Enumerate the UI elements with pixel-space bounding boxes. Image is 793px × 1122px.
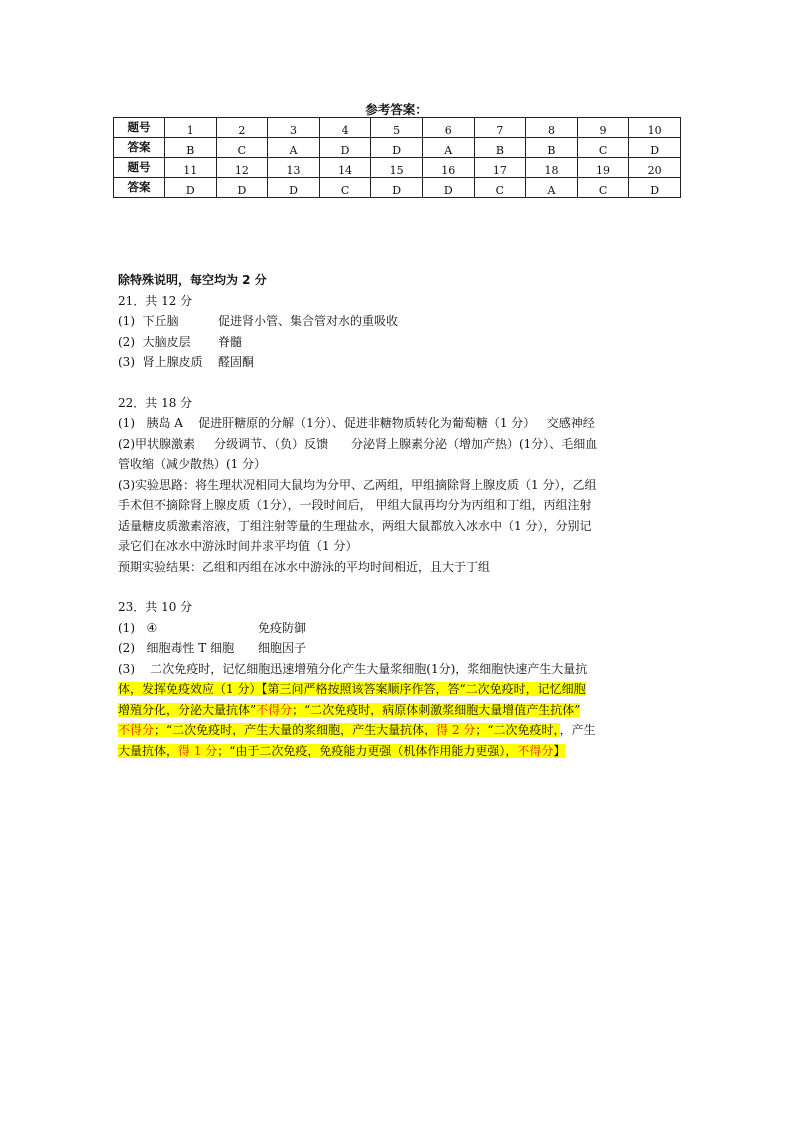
table-cell: D bbox=[371, 138, 423, 158]
table-cell: 15 bbox=[371, 158, 423, 178]
q23-heading: 23．共 10 分 bbox=[118, 600, 193, 614]
q22-line-4: (3)实验思路：将生理状况相同大鼠均为分甲、乙两组，甲组摘除肾上腺皮质（1 分），乙组 bbox=[118, 477, 597, 492]
q21-heading: 21．共 12 分 bbox=[118, 293, 193, 308]
red-score-text: 不得分 bbox=[517, 743, 554, 758]
table-cell: 14 bbox=[319, 158, 371, 178]
q22-line-8: 预期实验结果：乙组和丙组在冰水中游泳的平均时间相近，且大于丁组 bbox=[118, 559, 491, 574]
table-cell: 18 bbox=[526, 158, 578, 178]
q21-line-1 bbox=[118, 311, 688, 332]
highlighted-text: ；“二次免疫时，病原体刺激浆细胞大量增值产生抗体” bbox=[292, 702, 581, 717]
table-cell: 20 bbox=[629, 158, 681, 178]
row-label: 答案 bbox=[114, 178, 165, 198]
highlighted-text: ；“二次免疫时，产生大量的浆细胞，产生大量抗体， bbox=[154, 723, 437, 737]
answer-blank: 促进肾小管、集合管对水的重吸收 bbox=[218, 314, 399, 328]
red-score-text: 不得分 bbox=[118, 723, 155, 737]
q23-line-7 bbox=[118, 741, 688, 762]
table-cell: B bbox=[165, 138, 217, 158]
table-cell: 12 bbox=[216, 158, 268, 178]
q22-line-7: 录它们在冰水中游泳时间并求平均值（1 分） bbox=[118, 539, 358, 553]
row-label: 答案 bbox=[114, 138, 165, 158]
red-score-text: 得 1 分 bbox=[178, 743, 218, 758]
table-cell: A bbox=[526, 178, 578, 198]
table-cell: D bbox=[268, 178, 320, 198]
highlighted-text: 体，发挥免疫效应（1 分） bbox=[118, 682, 262, 696]
q23-line-2 bbox=[118, 638, 688, 659]
table-cell: D bbox=[216, 178, 268, 198]
q23-line-3: (3) 二次免疫时，记忆细胞迅速增殖分化产生大量浆细胞(1分)，浆细胞快速产生大量抗 bbox=[118, 661, 588, 676]
table-cell: 7 bbox=[474, 118, 526, 138]
table-cell: 8 bbox=[526, 118, 578, 138]
table-cell: C bbox=[577, 178, 629, 198]
highlighted-text: ；“二次免疫时， bbox=[475, 723, 560, 737]
table-cell: A bbox=[422, 138, 474, 158]
answer-blank: (1) 下丘脑 bbox=[118, 314, 179, 328]
highlighted-text: 【第三问严格按照该答案顺序作答，答“二次免疫时，记忆细胞 bbox=[261, 682, 586, 696]
q22-line-5: 手术但不摘除肾上腺皮质（1分），一段时间后， 甲组大鼠再均分为丙组和丁组，丙组注射 bbox=[118, 498, 592, 512]
answer-blank: (3) 肾上腺皮质 bbox=[118, 355, 203, 369]
highlighted-text: 】 bbox=[553, 743, 566, 758]
answer-blank: (1) ④ bbox=[118, 620, 158, 635]
highlighted-text: ；“由于二次免疫，免疫能力更强（机体作用能力更强）， bbox=[217, 743, 518, 758]
table-cell: D bbox=[629, 178, 681, 198]
red-score-text: 得 2 分 bbox=[436, 723, 476, 737]
answer-title: 参考答案： bbox=[365, 102, 428, 117]
table-cell: 9 bbox=[577, 118, 629, 138]
table-cell: C bbox=[216, 138, 268, 158]
q21-line-2 bbox=[118, 332, 688, 353]
q21-line-3 bbox=[118, 352, 688, 373]
answer-blank: 免疫防御 bbox=[258, 620, 307, 635]
table-cell: C bbox=[577, 138, 629, 158]
table-cell: 1 bbox=[165, 118, 217, 138]
table-row bbox=[114, 158, 681, 178]
table-cell: D bbox=[319, 138, 371, 158]
table-cell: 4 bbox=[319, 118, 371, 138]
q23-line-6 bbox=[118, 720, 688, 741]
q23-line-4 bbox=[118, 679, 688, 700]
q23-line-1 bbox=[118, 618, 688, 639]
table-cell: 19 bbox=[577, 158, 629, 178]
table-cell: 13 bbox=[268, 158, 320, 178]
table-cell: 2 bbox=[216, 118, 268, 138]
table-cell: B bbox=[526, 138, 578, 158]
answer-blank: 脊髓 bbox=[218, 334, 243, 349]
scoring-note: 除特殊说明，每空均为 2 分 bbox=[118, 273, 267, 287]
table-cell: D bbox=[165, 178, 217, 198]
answer-body bbox=[118, 270, 688, 761]
row-label: 题号 bbox=[114, 158, 165, 178]
answer-blank: (2) 大脑皮层 bbox=[118, 334, 191, 349]
table-cell: D bbox=[422, 178, 474, 198]
table-cell: D bbox=[629, 138, 681, 158]
table-cell: 10 bbox=[629, 118, 681, 138]
q22-line-3: 管收缩（减少散热）(1 分） bbox=[118, 457, 267, 471]
highlighted-text: 增殖分化，分泌大量抗体” bbox=[118, 702, 257, 717]
answer-table bbox=[113, 117, 681, 198]
table-row bbox=[114, 118, 681, 138]
q22-heading: 22．共 18 分 bbox=[118, 395, 193, 410]
table-cell: 6 bbox=[422, 118, 474, 138]
table-cell: C bbox=[319, 178, 371, 198]
table-cell: 5 bbox=[371, 118, 423, 138]
table-cell: C bbox=[474, 178, 526, 198]
q23-line-5 bbox=[118, 700, 688, 721]
highlighted-text: 大量抗体， bbox=[118, 743, 179, 758]
table-cell: 17 bbox=[474, 158, 526, 178]
answer-blank: (2) 细胞毒性 T 细胞 bbox=[118, 641, 235, 655]
table-row bbox=[114, 178, 681, 198]
table-cell: 16 bbox=[422, 158, 474, 178]
q22-line-1: (1) 胰岛 A 促进肝糖原的分解（1分）、促进非糖物质转化为葡萄糖（1 分） 交感神经 bbox=[118, 416, 595, 430]
table-cell: 11 bbox=[165, 158, 217, 178]
plain-text: ，产生 bbox=[559, 723, 596, 737]
row-label: 题号 bbox=[114, 118, 165, 138]
table-row bbox=[114, 138, 681, 158]
table-cell: B bbox=[474, 138, 526, 158]
q22-line-2: (2)甲状腺激素 分级调节、（负）反馈 分泌肾上腺素分泌（增加产热）(1分）、毛细血 bbox=[118, 436, 598, 451]
table-cell: A bbox=[268, 138, 320, 158]
answer-blank: 细胞因子 bbox=[258, 641, 307, 655]
table-cell: D bbox=[371, 178, 423, 198]
answer-blank: 醛固酮 bbox=[218, 355, 255, 369]
red-score-text: 不得分 bbox=[256, 702, 293, 717]
q22-line-6: 适量糖皮质激素溶液，丁组注射等量的生理盐水，两组大鼠都放入冰水中（1 分），分别记 bbox=[118, 518, 592, 533]
table-cell: 3 bbox=[268, 118, 320, 138]
